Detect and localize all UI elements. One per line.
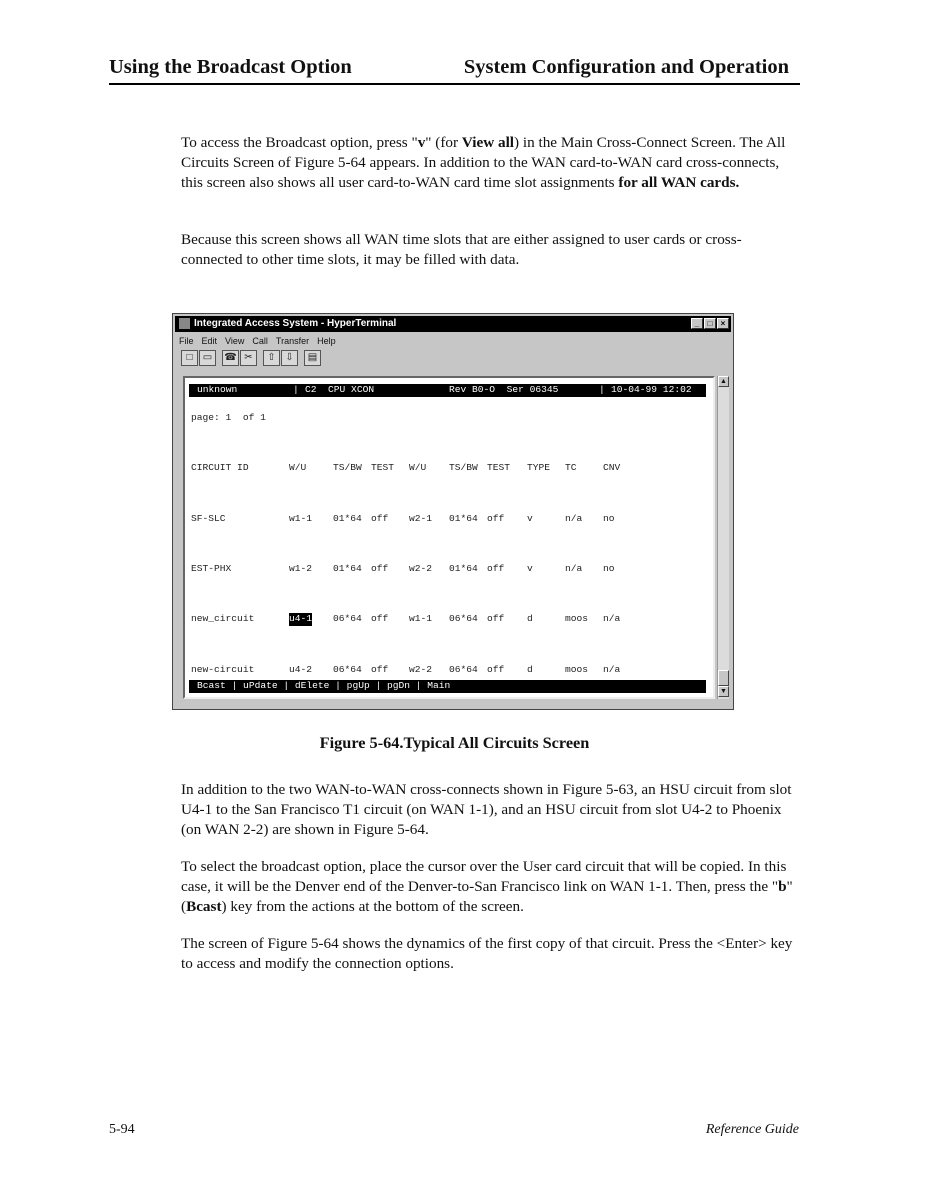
col-test: TEST xyxy=(371,462,395,474)
scroll-up-icon[interactable]: ▲ xyxy=(718,376,729,387)
col-wu: W/U xyxy=(409,462,427,474)
col-type: TYPE xyxy=(527,462,551,474)
cell-cnv: n/a xyxy=(603,613,621,625)
cell-tsbw: 06*64 xyxy=(333,663,362,675)
status-datetime: 10-04-99 12:02 xyxy=(611,384,692,395)
cell-wu: u4-2 xyxy=(289,663,313,675)
send-icon[interactable]: ⇧ xyxy=(263,350,280,366)
col-tsbw: TS/BW xyxy=(333,462,362,474)
menu-file[interactable]: File xyxy=(179,336,194,346)
terminal-screen[interactable] xyxy=(183,376,715,699)
status-separator: | xyxy=(599,384,605,395)
menu-bar xyxy=(179,334,336,348)
open-icon[interactable]: ▭ xyxy=(199,350,216,366)
maximize-button[interactable]: □ xyxy=(704,318,716,329)
cell-tsbw: 01*64 xyxy=(333,562,362,574)
cell-test: off xyxy=(487,613,505,625)
cell-cnv: no xyxy=(603,512,615,524)
cell-cnv: n/a xyxy=(603,663,621,675)
table-header-row xyxy=(191,462,621,475)
cell-tsbw: 06*64 xyxy=(449,613,478,625)
receive-icon[interactable]: ⇩ xyxy=(281,350,298,366)
page-indicator: page: 1 of 1 xyxy=(191,412,266,423)
cell-type: v xyxy=(527,512,533,524)
cell-wu: w1-1 xyxy=(289,512,313,524)
terminal-status-bar xyxy=(189,384,706,397)
menu-view[interactable]: View xyxy=(225,336,245,346)
col-cnv: CNV xyxy=(603,462,621,474)
table-row[interactable] xyxy=(191,663,621,677)
toolbar xyxy=(181,350,321,368)
status-location: unknown xyxy=(197,384,238,395)
window-controls xyxy=(691,318,729,329)
col-test: TEST xyxy=(487,462,511,474)
cell-tsbw: 01*64 xyxy=(449,562,478,574)
cell-wu: w1-1 xyxy=(409,613,433,625)
cell-tsbw: 06*64 xyxy=(333,613,362,625)
new-icon[interactable]: □ xyxy=(181,350,198,366)
table-row[interactable] xyxy=(191,512,615,526)
cell-wu: w2-1 xyxy=(409,512,433,524)
disconnect-icon[interactable]: ✂ xyxy=(240,350,257,366)
cell-circuit-id: new-circuit xyxy=(191,663,255,675)
cell-circuit-id: EST-PHX xyxy=(191,562,232,574)
paragraph-access-broadcast: To access the Broadcast option, press "v" (for View all) in the Main Cross-Connect Screen. The All Circuits Screen of Figure 5-64 appears. In addition to the WAN card-to-WAN card cross-connects, this screen also shows all user card-to-WAN card time slot assignments for all WAN cards. xyxy=(181,134,786,191)
figure-caption: Figure 5-64.Typical All Circuits Screen xyxy=(319,733,590,752)
cell-tsbw: 06*64 xyxy=(449,663,478,675)
running-header-chapter: System Configuration and Operation xyxy=(463,56,789,78)
cell-tc: moos xyxy=(565,663,589,675)
cell-test: off xyxy=(371,663,389,675)
cell-tsbw: 01*64 xyxy=(449,512,478,524)
cell-wu: w2-2 xyxy=(409,562,433,574)
window-title: Integrated Access System - HyperTerminal xyxy=(194,318,397,329)
hyperterminal-window xyxy=(172,313,734,710)
status-revision: Rev B0-O Ser 06345 xyxy=(449,384,559,395)
col-tc: TC xyxy=(565,462,577,474)
cell-tc: n/a xyxy=(565,562,583,574)
col-wu: W/U xyxy=(289,462,307,474)
footer-guide-title: Reference Guide xyxy=(705,1122,799,1137)
running-header-section: Using the Broadcast Option xyxy=(109,56,352,78)
col-tsbw: TS/BW xyxy=(449,462,478,474)
cell-test: off xyxy=(371,512,389,524)
cell-wu: w1-2 xyxy=(289,562,313,574)
cell-test: off xyxy=(371,562,389,574)
cell-circuit-id: SF-SLC xyxy=(191,512,226,524)
cell-test: off xyxy=(487,663,505,675)
paragraph-time-slots: Because this screen shows all WAN time slots that are either assigned to user cards or cross-connected to other time slots, it may be filled with data. xyxy=(181,231,742,268)
hyperterminal-app-icon xyxy=(179,318,190,329)
status-separator: | xyxy=(293,384,299,395)
cell-test: off xyxy=(371,613,389,625)
menu-edit[interactable]: Edit xyxy=(201,336,218,346)
cell-type: d xyxy=(527,613,533,625)
cell-cnv: no xyxy=(603,562,615,574)
cell-circuit-id: new_circuit xyxy=(191,613,255,625)
minimize-button[interactable]: _ xyxy=(691,318,703,329)
table-row[interactable] xyxy=(191,562,615,576)
cell-tc: moos xyxy=(565,613,589,625)
terminal-action-bar[interactable]: Bcast | uPdate | dElete | pgUp | pgDn | Main xyxy=(189,680,706,693)
cell-tsbw: 01*64 xyxy=(333,512,362,524)
cell-test: off xyxy=(487,512,505,524)
status-mode: C2 CPU XCON xyxy=(305,384,375,395)
scroll-thumb[interactable] xyxy=(718,670,729,686)
menu-call[interactable]: Call xyxy=(252,336,268,346)
col-circuit-id: CIRCUIT ID xyxy=(191,462,249,474)
menu-help[interactable]: Help xyxy=(317,336,336,346)
page-number: 5-94 xyxy=(109,1122,135,1137)
menu-transfer[interactable]: Transfer xyxy=(275,336,310,346)
paragraph-dynamics: The screen of Figure 5-64 shows the dynamics of the first copy of that circuit. Press the <Enter> key to access and modify the connection options. xyxy=(181,935,793,972)
connect-icon[interactable]: ☎ xyxy=(222,350,239,366)
properties-icon[interactable]: ▤ xyxy=(304,350,321,366)
cell-tc: n/a xyxy=(565,512,583,524)
cell-type: d xyxy=(527,663,533,675)
paragraph-select-broadcast: To select the broadcast option, place the cursor over the User card circuit that will be copied. In this case, it will be the Denver end of the Denver-to-San Francisco link on WAN 1-1. Then, press the "b" (Bcast) key from the actions at the bottom of the screen. xyxy=(181,858,793,915)
cursor-cell-wu[interactable]: u4-1 xyxy=(289,613,313,625)
close-button[interactable]: × xyxy=(717,318,729,329)
vertical-scrollbar[interactable] xyxy=(717,376,729,699)
scroll-down-icon[interactable]: ▼ xyxy=(718,686,729,697)
header-rule xyxy=(109,83,800,85)
table-row[interactable] xyxy=(191,613,621,626)
cell-type: v xyxy=(527,562,533,574)
window-titlebar xyxy=(175,316,731,332)
cell-test: off xyxy=(487,562,505,574)
cell-wu: w2-2 xyxy=(409,663,433,675)
paragraph-hsu-circuits: In addition to the two WAN-to-WAN cross-connects shown in Figure 5-63, an HSU circuit from slot U4-1 to the San Francisco T1 circuit (on WAN 1-1), and an HSU circuit from slot U4-2 to Phoenix (on WAN 2-2) are shown in Figure 5-64. xyxy=(181,781,792,838)
